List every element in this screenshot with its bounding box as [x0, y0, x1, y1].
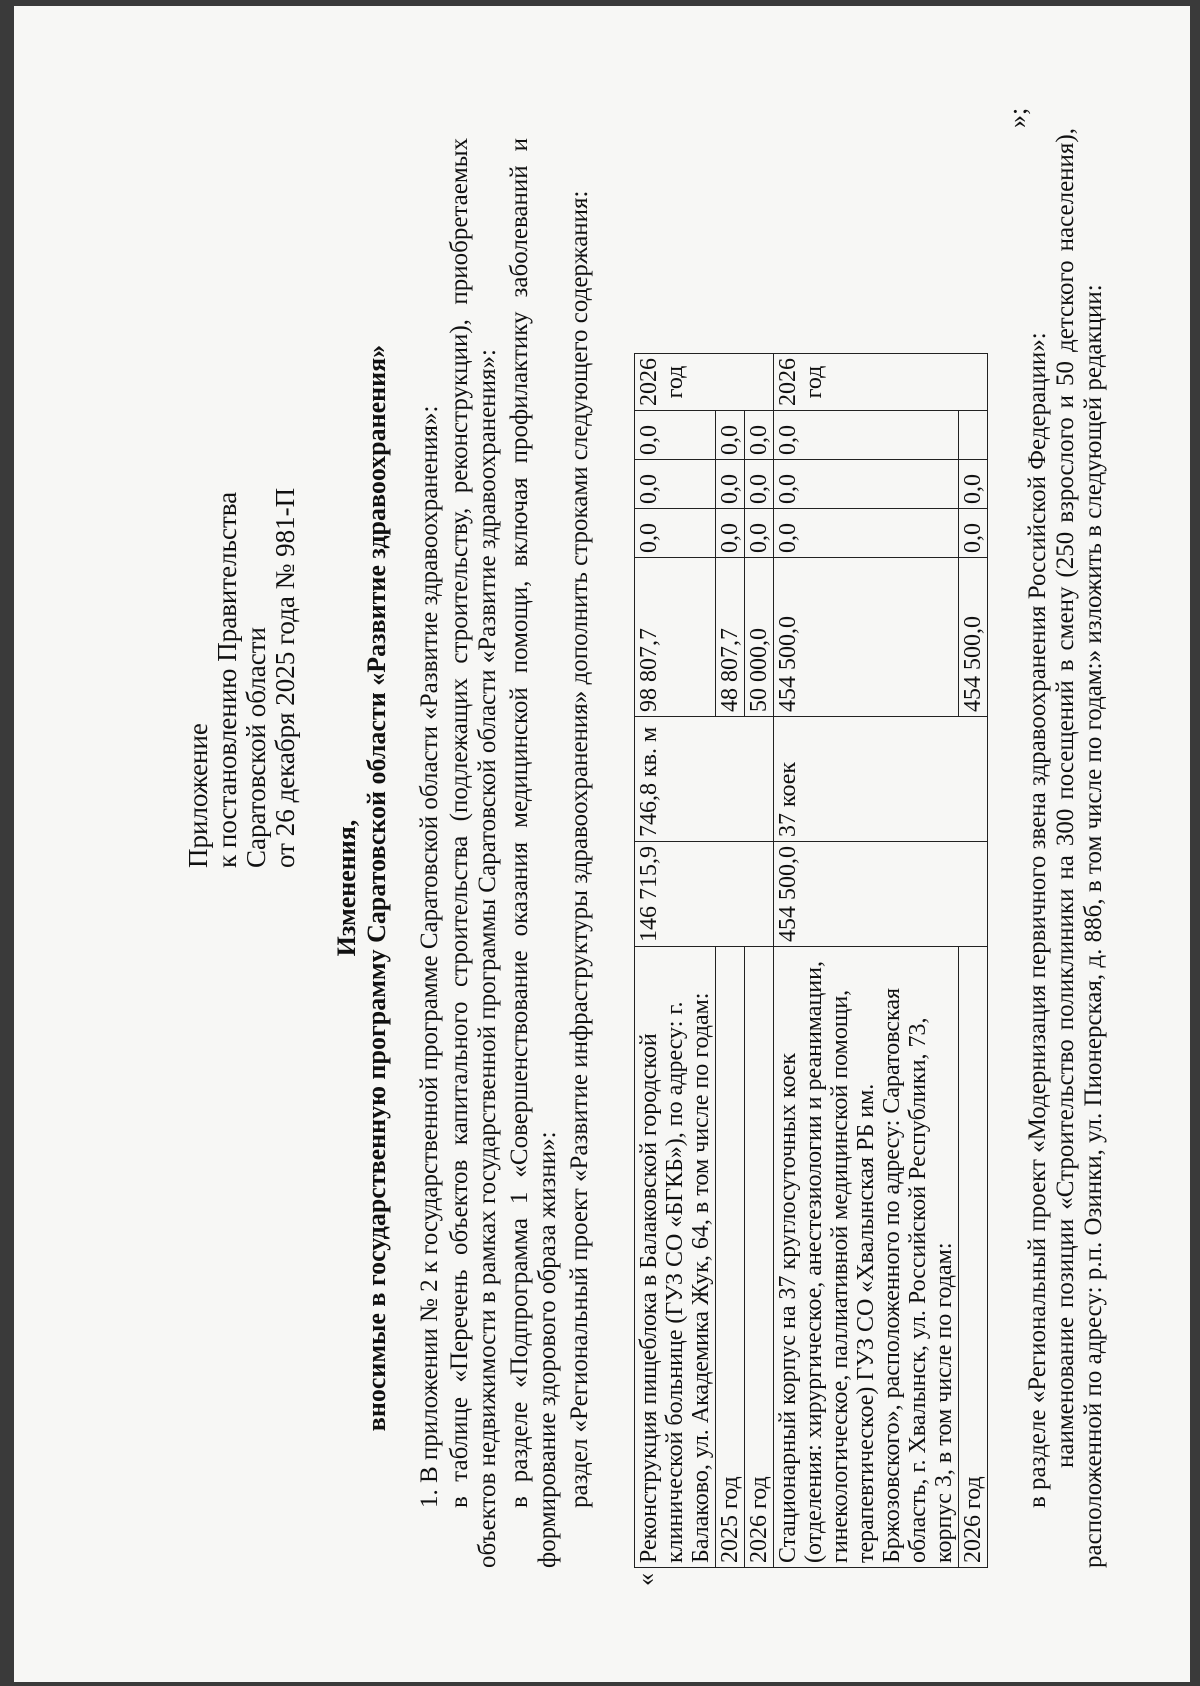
title-line: вносимые в государственную программу Саратовской области «Развитие здравоохранения» [362, 344, 391, 1432]
completion-year: 2026 год [774, 354, 988, 411]
appendix-line: Саратовской области [241, 627, 271, 868]
funding-value: 0,0 [774, 460, 959, 509]
objects-table [634, 353, 988, 1568]
funding-value: 0,0 [745, 460, 774, 509]
funding-total: 454 500,0 [774, 558, 959, 717]
funding-total: 98 807,7 [635, 558, 716, 717]
funding-value: 0,0 [959, 509, 988, 558]
table-row [716, 354, 745, 1568]
funding-value [959, 411, 988, 460]
funding-value: 0,0 [635, 460, 716, 509]
opening-quote: « [631, 1573, 660, 1586]
funding-value: 0,0 [716, 460, 745, 509]
table-row [959, 354, 988, 1568]
funding-value: 0,0 [774, 411, 959, 460]
document-title [332, 128, 392, 1648]
funding-value: 0,0 [635, 509, 716, 558]
funding-value: 0,0 [716, 411, 745, 460]
table-row [774, 354, 959, 1568]
paragraph: в таблице «Перечень объектов капитального строительства (подлежащих строительству, реконструкции), приобретаемых объектов недвижимости в рамках государственной программы Саратовской области «Развитие здравоохранения»: [446, 138, 501, 1568]
appendix-header [184, 488, 300, 868]
funding-value: 0,0 [635, 411, 716, 460]
paragraph: 1. В приложении № 2 к государственной программе Саратовской области «Развитие здравоохранения»: [416, 405, 443, 1508]
funding-value: 0,0 [745, 509, 774, 558]
funding-total: 454 500,0 [959, 558, 988, 717]
paragraph: наименование позиции «Строительство поликлиники на 300 посещений в смену (250 взрослого и 50 детского населения), расположенной по адресу: р.п. Озинки, ул. Пионерская, д. 88б, в том числе по годам:» изложить в следующей редакции: [1052, 128, 1107, 1568]
object-cost: 454 500,0 [774, 842, 988, 947]
appendix-line: Приложение [183, 723, 213, 868]
table-row [635, 354, 716, 1568]
object-description: Стационарный корпус на 37 круглосуточных коек (отделения: хирургическое, анестезиологии и реанимации, гинекологическое, паллиативной медицинской помощи, терапевтическое) ГУЗ СО «Хвалынская РБ им. Бржозовского», расположенного по адресу: Саратовская область, г. Хвалынск, ул. Российской Республики, 73, корпус 3, в том числе по годам: [774, 947, 959, 1568]
completion-year: 2026 год [635, 354, 774, 411]
document-sheet [14, 6, 1190, 1682]
closing-quote: »; [1003, 107, 1032, 128]
appendix-line: к постановлению Правительства [212, 491, 242, 868]
object-cost: 146 715,9 [635, 842, 774, 947]
object-capacity: 37 коек [774, 717, 988, 842]
year-label: 2026 год [745, 947, 774, 1568]
paragraph: в разделе «Подпрограмма 1 «Совершенствование оказания медицинской помощи, включая профилактику заболеваний и формирование здорового образа жизни»: [506, 138, 561, 1568]
object-description: Реконструкция пищеблока в Балаковской городской клинической больнице (ГУЗ СО «БГКБ»), по адресу: г. Балаково, ул. Академика Жук, 64, в том числе по годам: [635, 947, 716, 1568]
appendix-line: от 26 декабря 2025 года № 981-П [270, 487, 300, 868]
funding-total: 48 807,7 [716, 558, 745, 717]
table-row [745, 354, 774, 1568]
funding-value: 0,0 [959, 460, 988, 509]
funding-total: 50 000,0 [745, 558, 774, 717]
year-label: 2025 год [716, 947, 745, 1568]
object-capacity: 746,8 кв. м [635, 717, 774, 842]
funding-value: 0,0 [716, 509, 745, 558]
paragraph: в разделе «Региональный проект «Модернизация первичного звена здравоохранения Российской Федерации»: [1024, 332, 1051, 1508]
funding-value: 0,0 [774, 509, 959, 558]
paragraph: раздел «Региональный проект «Развитие инфраструктуры здравоохранения» дополнить строками следующего содержания: [566, 190, 593, 1508]
year-label: 2026 год [959, 947, 988, 1568]
title-line: Изменения, [332, 819, 361, 957]
rotated-page [14, 38, 1190, 1648]
funding-value: 0,0 [745, 411, 774, 460]
